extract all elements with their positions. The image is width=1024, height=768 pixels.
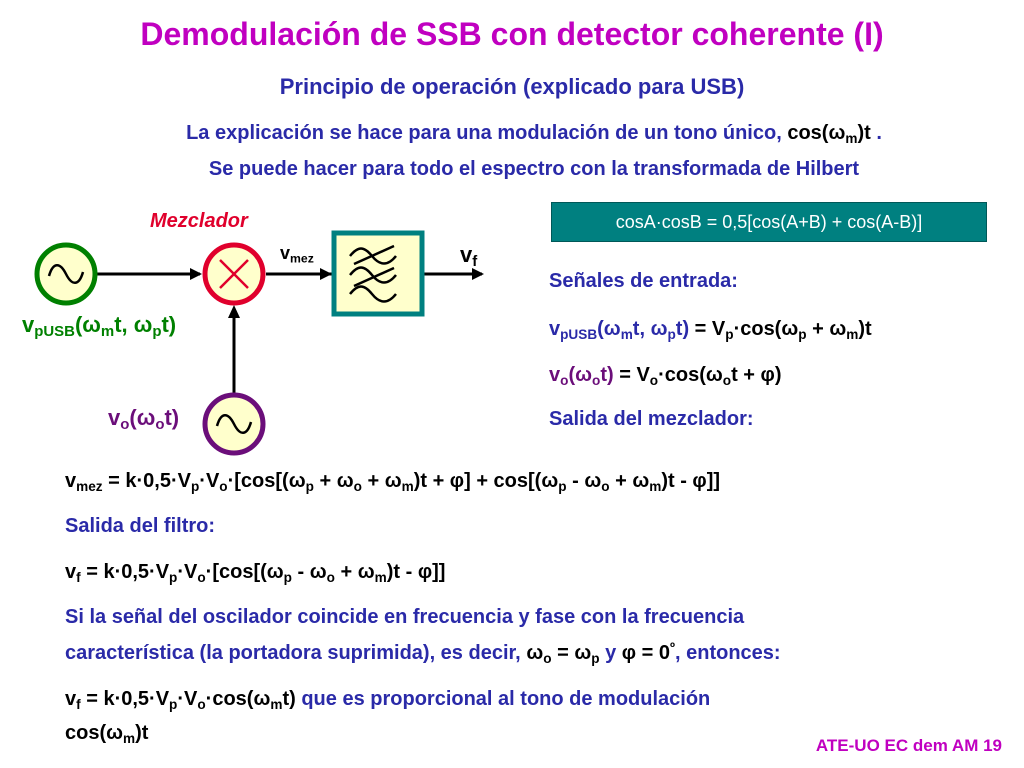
intro-formula: $\cos(\omega_m)t$ bbox=[787, 122, 871, 146]
oscillator-label: $v_o(\omega_ot)$ bbox=[108, 405, 180, 434]
oscillator-icon bbox=[205, 395, 263, 453]
intro-text: La explicación se hace para una modulación de un tono único, bbox=[186, 122, 782, 144]
mixer-cross-icon bbox=[205, 245, 263, 303]
final-equation: $v_f = k\cdot 0,5\cdot V_p\cdot V_o\cdot\cos(\omega_mt)$ que es proporcional al tono de modulación bbox=[65, 688, 711, 712]
slide-footer: ATE-UO EC dem AM 19 bbox=[815, 736, 1002, 755]
vmez-label: $v_{mez}$ bbox=[280, 243, 314, 266]
vf-label: $v_f$ bbox=[460, 242, 478, 271]
filter-output-heading: Salida del filtro: bbox=[65, 515, 216, 537]
arrowhead-mixer-input bbox=[190, 268, 202, 280]
trig-identity-box: cosA·cosB = 0,5[cos(A+B) + cos(A-B)] bbox=[551, 202, 987, 242]
intro-line-2: Se puede hacer para todo el espectro con la transformada de Hilbert bbox=[208, 158, 860, 180]
condition-line-1: Si la señal del oscilador coincide en frecuencia y fase con la frecuencia bbox=[65, 606, 745, 628]
intro-line-1 bbox=[0, 122, 1024, 145]
vp-equation: $v_{pUSB}(\omega_mt$, $\omega_pt) = V_p\cdot\cos(\omega_p + \omega_m)t$ bbox=[549, 318, 872, 342]
vf-equation: $v_f = k\cdot 0,5\cdot V_p\cdot V_o\cdot[\cos[(\omega_p - \omega_o + \omega_m)t - \varphi]]$ bbox=[65, 561, 446, 585]
intro-period: . bbox=[876, 122, 882, 144]
inputs-heading: Señales de entrada: bbox=[549, 270, 738, 292]
vmez-equation: $v_{mez} = k\cdot 0,5\cdot V_p\cdot V_o\cdot[\cos[(\omega_p + \omega_o + \omega_m)t + \varphi] + \cos[(\omega_p - \omega_o + \omega_m)t - \varphi]]$ bbox=[65, 470, 721, 494]
mixer-output-heading: Salida del mezclador: bbox=[549, 408, 754, 430]
arrowhead-mixer-lo-input bbox=[228, 305, 240, 318]
input-source-icon bbox=[37, 245, 95, 303]
final-equation-tail: $\cos(\omega_m)t$ bbox=[65, 722, 149, 746]
arrowhead-filter-input bbox=[320, 268, 332, 280]
input-signal-label: $v_{pUSB}(\omega_mt$, $\omega_pt$) bbox=[22, 312, 177, 341]
condition-line-2: característica (la portadora suprimida), es decir, $\omega_o = \omega_p$ y $\varphi = 0^º$, entonces: bbox=[65, 640, 781, 666]
mixer-label: Mezclador bbox=[150, 210, 248, 232]
page-subtitle: Principio de operación (explicado para USB) bbox=[279, 74, 745, 99]
bandpass-filter-icon bbox=[334, 233, 422, 314]
page-title: Demodulación de SSB con detector coherente (I) bbox=[140, 16, 884, 52]
vo-equation: $v_o(\omega_ot) = V_o\cdot\cos(\omega_ot + \varphi)$ bbox=[549, 364, 782, 388]
